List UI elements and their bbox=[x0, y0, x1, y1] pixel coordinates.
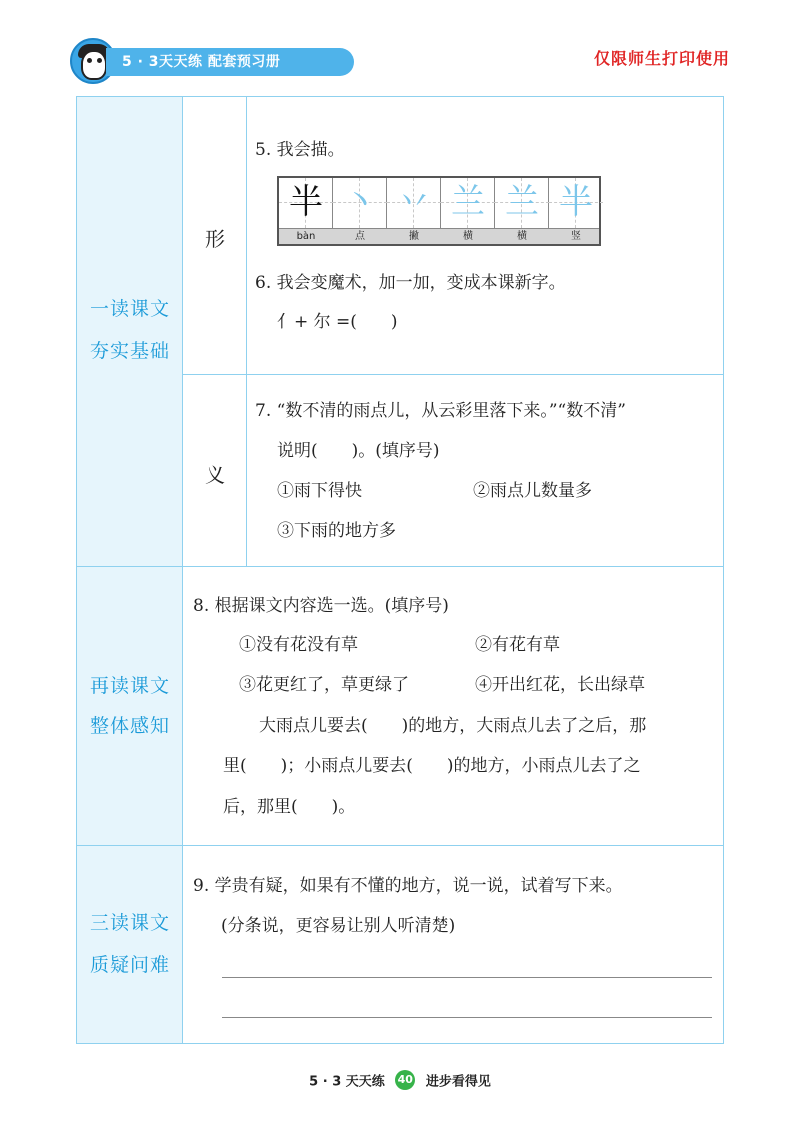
question-7-line1: 7. “数不清的雨点儿，从云彩里落下来。”“数不清” bbox=[255, 401, 626, 421]
sub-label-form: 形 bbox=[205, 227, 225, 251]
question-9-line1: 9. 学贵有疑，如果有不懂的地方，说一说，试着写下来。 bbox=[193, 876, 623, 896]
question-8-prompt: 8. 根据课文内容选一选。(填序号) bbox=[193, 596, 449, 616]
answer-line[interactable] bbox=[222, 977, 712, 978]
stroke-label: 点 bbox=[355, 231, 365, 242]
section-2-label-line1: 再读课文 bbox=[89, 675, 170, 697]
worksheet-table bbox=[76, 96, 724, 1044]
section-1-label-line2: 夯实基础 bbox=[89, 340, 170, 362]
question-6-formula[interactable]: 亻+ 尔 =( ) bbox=[277, 312, 398, 332]
grid-cell[interactable] bbox=[441, 178, 495, 228]
sub-label-meaning: 义 bbox=[205, 463, 225, 487]
stroke-label: 竖 bbox=[571, 231, 581, 242]
stroke-label: 撇 bbox=[409, 231, 419, 242]
section-divider bbox=[77, 845, 723, 846]
stroke-label: 横 bbox=[517, 231, 527, 242]
trace-stroke: 半 bbox=[559, 182, 593, 222]
trace-stroke: 兰 bbox=[451, 182, 485, 222]
answer-line[interactable] bbox=[222, 1017, 712, 1018]
grid-cell bbox=[279, 178, 333, 228]
question-9-line2: (分条说，更容易让别人听清楚) bbox=[221, 916, 456, 936]
question-8-option-1: ①没有花没有草 bbox=[239, 635, 358, 655]
section-label-column bbox=[77, 97, 183, 1043]
section-divider bbox=[77, 566, 723, 567]
question-8-option-2: ②有花有草 bbox=[475, 635, 560, 655]
trace-stroke: 兰 bbox=[505, 182, 539, 222]
question-6-prompt: 6. 我会变魔术，加一加，变成本课新字。 bbox=[255, 273, 566, 293]
pinyin-label: bàn bbox=[296, 231, 316, 242]
question-7-option-2: ②雨点儿数量多 bbox=[473, 481, 592, 501]
question-7-option-1: ①雨下得快 bbox=[277, 481, 362, 501]
grid-cell[interactable] bbox=[387, 178, 441, 228]
grid-cell[interactable] bbox=[495, 178, 549, 228]
section-1-label-line1: 一读课文 bbox=[89, 298, 170, 320]
stroke-label: 横 bbox=[463, 231, 473, 242]
grid-cell[interactable] bbox=[333, 178, 387, 228]
trace-stroke: 丷 bbox=[397, 182, 431, 222]
stroke-name-row bbox=[279, 228, 599, 244]
model-character: 半 bbox=[289, 182, 323, 222]
trace-stroke: 丶 bbox=[343, 182, 377, 222]
footer-slogan: 进步看得见 bbox=[425, 1074, 491, 1090]
page-number-badge: 40 bbox=[395, 1070, 415, 1090]
section-3-label-line2: 质疑问难 bbox=[89, 954, 170, 976]
sub-label-column bbox=[183, 97, 247, 566]
grid-cell[interactable] bbox=[549, 178, 603, 228]
print-notice: 仅限师生打印使用 bbox=[593, 49, 730, 68]
series-title: 5 · 3天天练 配套预习册 bbox=[106, 48, 354, 76]
question-8-option-4: ④开出红花，长出绿草 bbox=[475, 675, 645, 695]
question-8-passage-line3[interactable]: 后，那里( )。 bbox=[223, 797, 356, 817]
question-7-line2[interactable]: 说明( )。(填序号) bbox=[277, 441, 440, 461]
question-7-option-3: ③下雨的地方多 bbox=[277, 521, 396, 541]
tracing-grid bbox=[277, 176, 601, 246]
section-3-label-line1: 三读课文 bbox=[89, 912, 170, 934]
section-2-label-line2: 整体感知 bbox=[89, 715, 170, 737]
page-footer bbox=[0, 1070, 800, 1094]
footer-series: 5 · 3 天天练 bbox=[309, 1074, 385, 1090]
question-8-passage-line2[interactable]: 里( )；小雨点儿要去( )的地方，小雨点儿去了之 bbox=[223, 756, 641, 776]
question-8-passage-line1[interactable]: 大雨点儿要去( )的地方，大雨点儿去了之后，那 bbox=[259, 716, 647, 736]
question-8-option-3: ③花更红了，草更绿了 bbox=[239, 675, 409, 695]
page-header bbox=[70, 38, 730, 82]
sub-divider bbox=[183, 374, 723, 375]
question-5-prompt: 5. 我会描。 bbox=[255, 140, 345, 160]
